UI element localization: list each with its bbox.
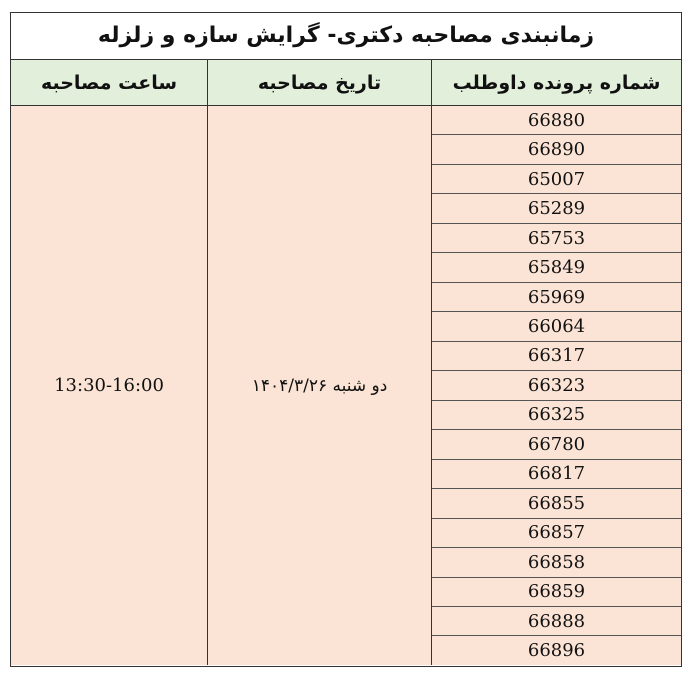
header-row [11, 60, 681, 106]
interview-time-cell [11, 106, 207, 665]
table-row: 66064 [432, 312, 681, 341]
table-row: 65849 [432, 253, 681, 282]
table-title: زمانبندی مصاحبه دکتری- گرایش سازه و زلزله [11, 13, 681, 60]
candidate-id-column [431, 106, 681, 665]
table-row: 66855 [432, 489, 681, 518]
table-row: 66858 [432, 548, 681, 577]
table-row: 65289 [432, 194, 681, 223]
table-row: 65007 [432, 165, 681, 194]
table-row: 65969 [432, 283, 681, 312]
table-row: 66780 [432, 430, 681, 459]
table-body [11, 106, 681, 665]
table-row: 66896 [527, 640, 586, 662]
header-candidate-id: شماره پرونده داوطلب [431, 60, 681, 105]
table-row: 66857 [432, 519, 681, 548]
table-row: 66325 [432, 401, 681, 430]
header-interview-time: ساعت مصاحبه [40, 71, 178, 94]
table-row: 66880 [432, 106, 681, 135]
header-interview-date: تاریخ مصاحبه [207, 60, 431, 105]
table-row: 66888 [432, 607, 681, 636]
table-row: 66859 [432, 578, 681, 607]
table-row: 65753 [432, 224, 681, 253]
interview-date-value: دو شنبه ۱۴۰۴/۳/۲۶ [251, 375, 388, 396]
table-row: 66317 [432, 342, 681, 371]
interview-time-value: 13:30-16:00 [54, 375, 164, 396]
schedule-table [10, 12, 682, 667]
table-row: 66323 [432, 371, 681, 400]
interview-date-cell [207, 106, 431, 665]
table-row: 66890 [432, 135, 681, 164]
table-row: 66817 [432, 460, 681, 489]
